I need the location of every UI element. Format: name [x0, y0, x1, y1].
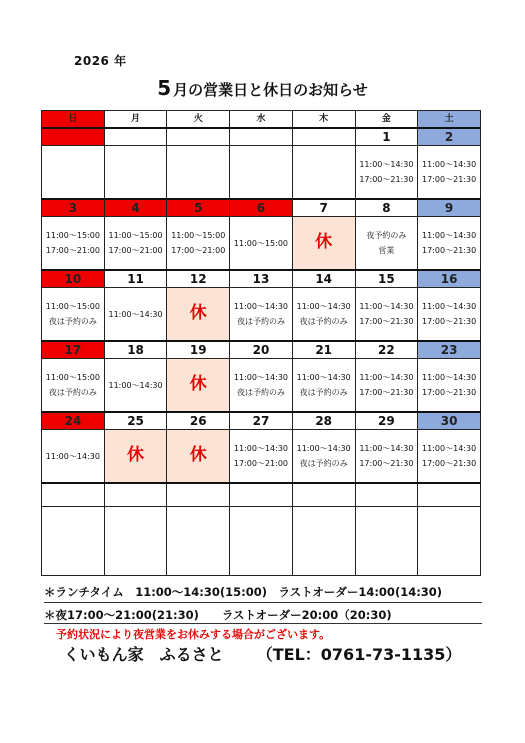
hours-line: 17:00～21:30: [422, 246, 477, 255]
date-number: 19: [167, 341, 230, 359]
hours-line: 17:00～21:30: [359, 459, 414, 468]
month-number: 5: [157, 76, 172, 100]
hours-cell: [230, 430, 293, 484]
shop-phone: （TEL：0761-73-1135）: [256, 645, 462, 664]
hours-line: 夜は予約のみ: [299, 317, 348, 326]
date-number: [292, 128, 355, 146]
hours-cell: [104, 217, 167, 271]
hours-row: [42, 288, 481, 342]
date-number: 3: [42, 199, 105, 217]
date-number: [42, 128, 105, 146]
hours-cell: [355, 430, 418, 484]
hours-cell: [418, 146, 481, 200]
weekday-sat: 土: [418, 111, 481, 129]
hours-line: 11:00～14:30: [359, 302, 414, 311]
date-number: 12: [167, 270, 230, 288]
shop-name: くいもん家 ふるさと: [63, 645, 224, 664]
hours-cell: [355, 146, 418, 200]
weekday-wed: 水: [230, 111, 293, 129]
hours-line: 17:00～21:30: [359, 388, 414, 397]
hours-line: 11:00～14:30: [422, 302, 477, 311]
empty-cell: [42, 483, 105, 507]
empty-cell: [292, 146, 355, 200]
date-number: 6: [230, 199, 293, 217]
date-number: 27: [230, 412, 293, 430]
hours-line: 11:00～14:30: [359, 444, 414, 453]
hours-line: 夜は予約のみ: [48, 317, 97, 326]
hours-line: 11:00～14:30: [359, 373, 414, 382]
hours-line: 17:00～21:00: [171, 246, 226, 255]
closed-mark: 休: [189, 373, 207, 394]
hours-line: 11:00～14:30: [296, 302, 351, 311]
hours-cell: [418, 288, 481, 342]
date-number: 30: [418, 412, 481, 430]
date-number: 8: [355, 199, 418, 217]
date-number: 26: [167, 412, 230, 430]
hours-cell: [167, 217, 230, 271]
date-number: 9: [418, 199, 481, 217]
hours-line: 11:00～14:30: [233, 444, 289, 453]
hours-line: 17:00～21:30: [422, 317, 477, 326]
empty-cell: [418, 483, 481, 507]
hours-row: [42, 359, 481, 413]
date-number: 15: [355, 270, 418, 288]
hours-line: 11:00～15:00: [233, 238, 289, 248]
date-number: 23: [418, 341, 481, 359]
hours-cell: [42, 430, 105, 484]
date-row: [42, 341, 481, 359]
hours-cell: [42, 288, 105, 342]
date-number: 17: [42, 341, 105, 359]
empty-cell: [230, 146, 293, 200]
empty-cell: [104, 483, 167, 507]
year-label: 2026 年: [74, 54, 127, 68]
date-number: 4: [104, 199, 167, 217]
empty-cell: [167, 483, 230, 507]
hours-line: 11:00～15:00: [171, 231, 226, 240]
hours-line: 夜は予約のみ: [48, 388, 97, 397]
closed-day-cell: [167, 288, 230, 342]
calendar-table: [41, 110, 481, 576]
date-number: 11: [104, 270, 167, 288]
closed-mark: 休: [127, 444, 145, 465]
date-row: [42, 128, 481, 146]
date-row: [42, 199, 481, 217]
hours-line: 17:00～21:30: [359, 317, 414, 326]
weekday-tue: 火: [167, 111, 230, 129]
date-number: 28: [292, 412, 355, 430]
hours-cell: [104, 288, 167, 342]
date-row: [42, 270, 481, 288]
date-number: 25: [104, 412, 167, 430]
date-number: 10: [42, 270, 105, 288]
title-text: 月の営業日と休日のお知らせ: [173, 81, 368, 99]
hours-line: 11:00～15:00: [45, 231, 100, 240]
date-number: [167, 128, 230, 146]
hours-line: 11:00～14:30: [422, 160, 477, 169]
hours-line: 夜は予約のみ: [236, 317, 285, 326]
empty-cell: [167, 146, 230, 200]
date-number: 1: [355, 128, 418, 146]
reservation-warning: 予約状況により夜営業をお休みする場合がございます。: [56, 628, 331, 641]
date-number: 5: [167, 199, 230, 217]
date-number: 22: [355, 341, 418, 359]
hours-line: 17:00～21:00: [45, 246, 100, 255]
closed-mark: 休: [189, 444, 207, 465]
hours-line: 11:00～14:30: [296, 373, 351, 382]
blank-row: [42, 483, 481, 507]
closed-day-cell: [104, 430, 167, 484]
empty-cell: [104, 146, 167, 200]
closed-day-cell: [167, 430, 230, 484]
hours-cell: [292, 288, 355, 342]
hours-line: 11:00～14:30: [422, 373, 477, 382]
hours-line: 17:00～21:30: [422, 459, 477, 468]
hours-line: 11:00～15:00: [45, 373, 100, 382]
hours-line: 11:00～14:30: [108, 309, 163, 319]
hours-line: 11:00～14:30: [422, 444, 477, 453]
hours-line: 11:00～15:00: [108, 231, 163, 240]
date-number: 14: [292, 270, 355, 288]
hours-row: [42, 430, 481, 484]
hours-line: 夜は予約のみ: [236, 388, 285, 397]
hours-line: 11:00～14:30: [359, 160, 414, 169]
hours-line: 11:00～14:30: [296, 444, 351, 453]
closed-mark: 休: [315, 231, 333, 252]
date-number: 7: [292, 199, 355, 217]
lunch-hours-note: ＊ランチタイム 11:00～14:30(15:00) ラストオーダー14:00(14:30): [44, 585, 443, 599]
shop-info: [0, 642, 525, 665]
date-number: 29: [355, 412, 418, 430]
hours-cell: [355, 288, 418, 342]
hours-line: 11:00～14:30: [45, 451, 100, 461]
hours-line: 夜は予約のみ: [299, 388, 348, 397]
hours-cell: [292, 430, 355, 484]
hours-line: 11:00～14:30: [422, 231, 477, 240]
hours-cell: [418, 359, 481, 413]
hours-line: 11:00～15:00: [45, 302, 100, 311]
closed-day-cell: [292, 217, 355, 271]
empty-cell: [42, 146, 105, 200]
hours-cell: [292, 359, 355, 413]
date-number: [104, 128, 167, 146]
empty-cell: [418, 507, 481, 576]
hours-cell: [418, 217, 481, 271]
hours-cell: [230, 288, 293, 342]
hours-cell: [355, 217, 418, 271]
hours-line: 17:00～21:30: [422, 175, 477, 184]
weekday-mon: 月: [104, 111, 167, 129]
hours-cell: [418, 430, 481, 484]
empty-cell: [230, 483, 293, 507]
hours-cell: [104, 359, 167, 413]
date-number: 20: [230, 341, 293, 359]
page-title: [0, 76, 525, 100]
divider: [44, 602, 482, 603]
date-number: 24: [42, 412, 105, 430]
date-number: 18: [104, 341, 167, 359]
empty-cell: [292, 507, 355, 576]
date-number: 2: [418, 128, 481, 146]
hours-line: 17:00～21:00: [108, 246, 163, 255]
empty-cell: [167, 507, 230, 576]
hours-cell: [42, 359, 105, 413]
empty-cell: [292, 483, 355, 507]
hours-cell: [230, 217, 293, 271]
divider: [44, 623, 482, 624]
empty-cell: [355, 507, 418, 576]
weekday-thu: 木: [292, 111, 355, 129]
empty-cell: [355, 483, 418, 507]
dinner-hours-note: ＊夜17:00～21:00(21:30) ラストオーダー20:00（20:30): [44, 608, 392, 622]
hours-cell: [355, 359, 418, 413]
hours-line: 11:00～14:30: [233, 302, 289, 311]
hours-row: [42, 146, 481, 200]
date-row: [42, 412, 481, 430]
hours-cell: [42, 217, 105, 271]
hours-row: [42, 217, 481, 271]
hours-line: 営業: [378, 246, 395, 255]
weekday-header-row: [42, 111, 481, 129]
hours-line: 17:00～21:00: [233, 459, 289, 468]
blank-row: [42, 507, 481, 576]
empty-cell: [230, 507, 293, 576]
date-number: 21: [292, 341, 355, 359]
closed-day-cell: [167, 359, 230, 413]
hours-line: 夜予約のみ: [366, 231, 407, 240]
date-number: 13: [230, 270, 293, 288]
hours-line: 11:00～14:30: [233, 373, 289, 382]
date-number: 16: [418, 270, 481, 288]
weekday-sun: 日: [42, 111, 105, 129]
empty-cell: [104, 507, 167, 576]
weekday-fri: 金: [355, 111, 418, 129]
date-number: [230, 128, 293, 146]
hours-line: 11:00～14:30: [108, 380, 163, 390]
hours-line: 17:00～21:30: [359, 175, 414, 184]
closed-mark: 休: [189, 302, 207, 323]
empty-cell: [42, 507, 105, 576]
hours-cell: [230, 359, 293, 413]
hours-line: 17:00～21:30: [422, 388, 477, 397]
hours-line: 夜は予約のみ: [299, 459, 348, 468]
